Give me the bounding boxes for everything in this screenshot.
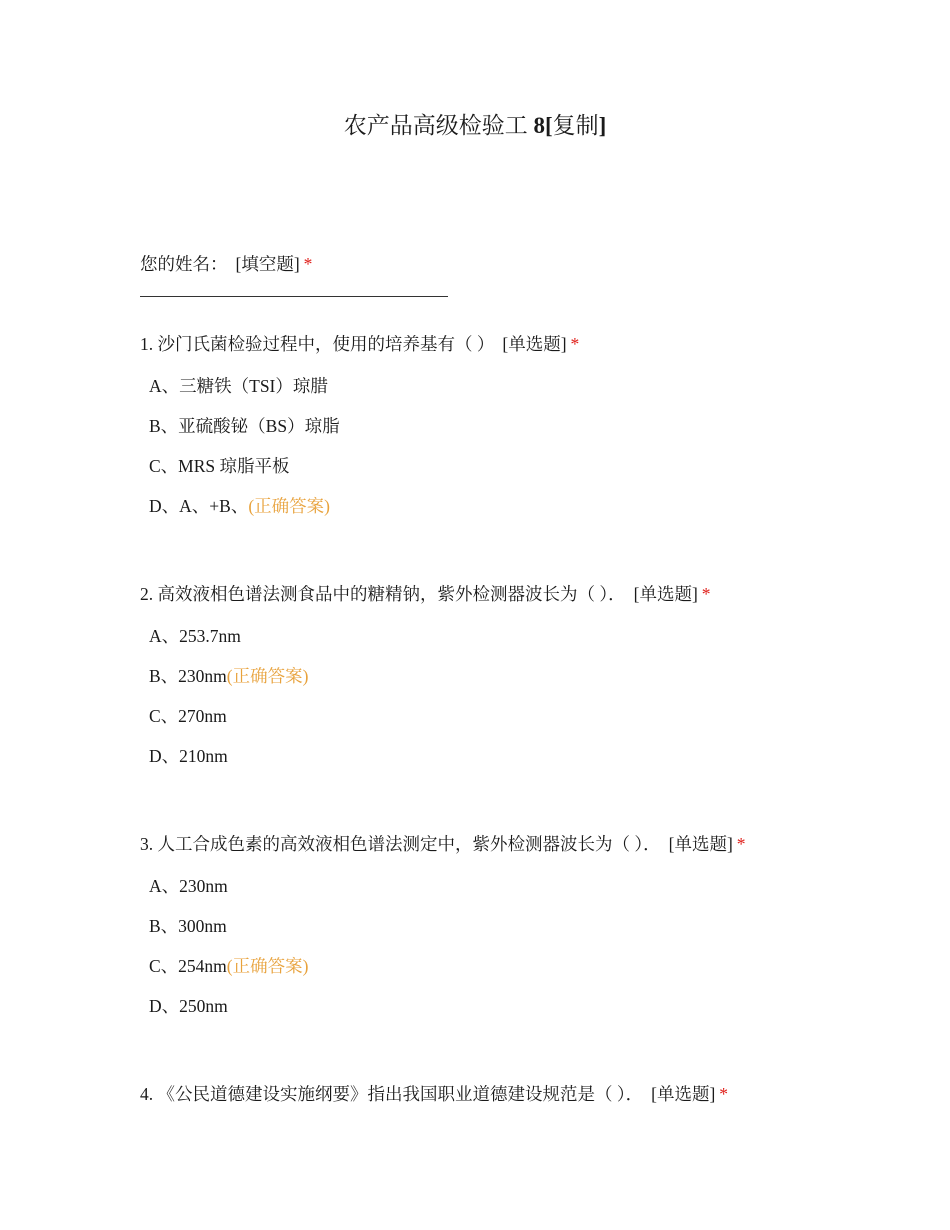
question-type: [单选题]	[668, 834, 733, 854]
option-label: B、300nm	[149, 916, 227, 936]
option-label: B、230nm	[149, 666, 227, 686]
title-number: 8[	[533, 113, 553, 138]
required-mark: *	[570, 334, 580, 354]
option-item[interactable]	[149, 366, 840, 406]
name-answer-blank[interactable]	[140, 296, 448, 297]
question-text: 3. 人工合成色素的高效液相色谱法测定中，紫外检测器波长为（ ）．	[140, 834, 661, 854]
question-1	[140, 330, 840, 526]
question-4	[140, 1080, 840, 1108]
option-label: D、A、+B、	[149, 496, 249, 516]
option-label: A、253.7nm	[149, 626, 241, 646]
question-text: 1. 沙门氏菌检验过程中，使用的培养基有（ ）	[140, 334, 495, 354]
option-item[interactable]	[149, 946, 840, 986]
name-question-line	[140, 250, 840, 278]
page-title	[0, 108, 950, 144]
option-item[interactable]	[149, 696, 840, 736]
question-type: [单选题]	[651, 1084, 716, 1104]
option-label: C、270nm	[149, 706, 227, 726]
option-item[interactable]	[149, 906, 840, 946]
option-label: B、亚硫酸铋（BS）琼脂	[149, 416, 340, 436]
question-3	[140, 830, 840, 1026]
option-label: D、210nm	[149, 746, 228, 766]
question-type: [单选题]	[633, 584, 698, 604]
name-question	[140, 250, 840, 326]
question-list	[140, 330, 840, 1108]
option-item[interactable]	[149, 406, 840, 446]
option-list	[140, 616, 840, 776]
option-item[interactable]	[149, 986, 840, 1026]
question-text: 4. 《公民道德建设实施纲要》指出我国职业道德建设规范是（ ）．	[140, 1084, 644, 1104]
option-item[interactable]	[149, 736, 840, 776]
question-text: 2. 高效液相色谱法测食品中的糖精钠，紫外检测器波长为（ ）．	[140, 584, 626, 604]
correct-answer-tag: (正确答案)	[248, 496, 330, 516]
title-suffix: 复制	[552, 113, 599, 138]
option-item[interactable]	[149, 486, 840, 526]
question-2	[140, 580, 840, 776]
question-type: [单选题]	[502, 334, 567, 354]
title-text: 农产品高级检验工	[343, 113, 534, 138]
option-item[interactable]	[149, 656, 840, 696]
required-mark: *	[701, 584, 711, 604]
required-mark: *	[303, 254, 313, 274]
option-label: A、三糖铁（TSI）琼腊	[149, 376, 328, 396]
option-label: C、MRS 琼脂平板	[149, 456, 290, 476]
correct-answer-tag: (正确答案)	[226, 666, 309, 686]
question-line	[140, 330, 840, 358]
question-line	[140, 580, 840, 608]
option-label: A、230nm	[149, 876, 228, 896]
option-list	[140, 366, 840, 526]
survey-content	[140, 250, 840, 1108]
option-list	[140, 866, 840, 1026]
question-line	[140, 830, 840, 858]
title-close: ]	[598, 113, 607, 138]
required-mark: *	[719, 1084, 729, 1104]
option-item[interactable]	[149, 446, 840, 486]
name-question-label: 您的姓名：	[140, 254, 228, 274]
option-label: C、254nm	[149, 956, 227, 976]
correct-answer-tag: (正确答案)	[226, 956, 309, 976]
option-label: D、250nm	[149, 996, 228, 1016]
option-item[interactable]	[149, 866, 840, 906]
question-type: [填空题]	[235, 254, 300, 274]
question-line	[140, 1080, 840, 1108]
option-item[interactable]	[149, 616, 840, 656]
required-mark: *	[736, 834, 746, 854]
